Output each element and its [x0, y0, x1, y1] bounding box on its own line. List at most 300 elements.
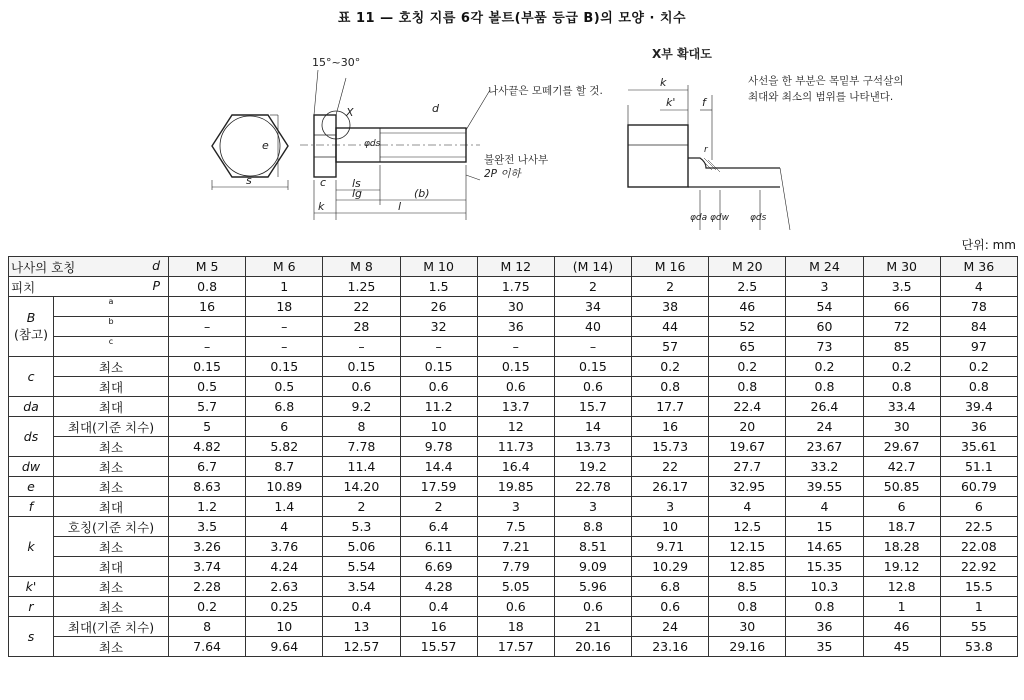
table-row: [9, 557, 1018, 577]
value-cell: 0.8: [709, 377, 786, 397]
value-cell: 36: [940, 417, 1017, 437]
value-cell: 7.5: [477, 517, 554, 537]
value-cell: 30: [477, 297, 554, 317]
value-cell: 12.85: [709, 557, 786, 577]
value-cell: 22.08: [940, 537, 1017, 557]
value-cell: 97: [940, 337, 1017, 357]
value-cell: 0.15: [246, 357, 323, 377]
value-cell: 14.20: [323, 477, 400, 497]
label-l: l: [398, 200, 402, 213]
row-label: 최소: [54, 597, 169, 617]
b-row: [9, 337, 1018, 357]
row-label: 최대: [54, 557, 169, 577]
value-cell: 44: [632, 317, 709, 337]
table-row: [9, 577, 1018, 597]
value-cell: 0.2: [786, 357, 863, 377]
table-row: [9, 637, 1018, 657]
row-label: 최대: [54, 497, 169, 517]
value-cell: –: [246, 337, 323, 357]
value-cell: 2.5: [709, 277, 786, 297]
value-cell: 30: [863, 417, 940, 437]
header-row: [9, 257, 1018, 277]
label-x: X: [346, 106, 354, 119]
value-cell: 12.8: [863, 577, 940, 597]
unit-label: 단위: mm: [961, 238, 1016, 252]
row-label: 최대(기준 치수): [54, 617, 169, 637]
b-symbol: B: [26, 310, 36, 325]
label-f-detail: f: [702, 96, 706, 109]
value-cell: 8.63: [169, 477, 246, 497]
value-cell: 22.5: [940, 517, 1017, 537]
value-cell: 14.4: [400, 457, 477, 477]
value-cell: 8.5: [709, 577, 786, 597]
value-cell: 6.4: [400, 517, 477, 537]
value-cell: 5.05: [477, 577, 554, 597]
value-cell: 32.95: [709, 477, 786, 497]
size-cell: M 16: [632, 257, 709, 277]
value-cell: 10: [632, 517, 709, 537]
row-label: 최소: [54, 637, 169, 657]
value-cell: 10: [246, 617, 323, 637]
dimension-symbol: r: [9, 597, 54, 617]
row-label: 최소: [54, 577, 169, 597]
value-cell: 14.65: [786, 537, 863, 557]
value-cell: 0.6: [477, 597, 554, 617]
value-cell: 22.78: [554, 477, 631, 497]
size-cell: M 24: [786, 257, 863, 277]
label-angle: 15°~30°: [312, 56, 361, 69]
value-cell: 9.71: [632, 537, 709, 557]
note-detail-1: 사선을 한 부분은 목밑부 구석살의: [748, 75, 904, 87]
value-cell: 9.2: [323, 397, 400, 417]
value-cell: 0.2: [863, 357, 940, 377]
value-cell: 26.4: [786, 397, 863, 417]
label-k-detail: k: [660, 76, 667, 89]
value-cell: 0.8: [169, 277, 246, 297]
value-cell: 60.79: [940, 477, 1017, 497]
value-cell: 1.75: [477, 277, 554, 297]
value-cell: 1.2: [169, 497, 246, 517]
value-cell: 10.29: [632, 557, 709, 577]
value-cell: 0.4: [323, 597, 400, 617]
label-b: (b): [414, 187, 430, 200]
value-cell: 46: [709, 297, 786, 317]
size-cell: M 20: [709, 257, 786, 277]
value-cell: 9.09: [554, 557, 631, 577]
value-cell: 24: [632, 617, 709, 637]
table-row: [9, 497, 1018, 517]
value-cell: 12.5: [709, 517, 786, 537]
value-cell: 1.25: [323, 277, 400, 297]
value-cell: 12.15: [709, 537, 786, 557]
table-row: [9, 597, 1018, 617]
value-cell: 84: [940, 317, 1017, 337]
value-cell: 20: [709, 417, 786, 437]
value-cell: 39.55: [786, 477, 863, 497]
value-cell: 0.6: [632, 597, 709, 617]
bolt-head: [314, 115, 336, 177]
value-cell: 15.57: [400, 637, 477, 657]
value-cell: 53.8: [940, 637, 1017, 657]
value-cell: 0.8: [786, 377, 863, 397]
value-cell: 54: [786, 297, 863, 317]
value-cell: 24: [786, 417, 863, 437]
value-cell: 6: [246, 417, 323, 437]
value-cell: 3: [632, 497, 709, 517]
value-cell: 60: [786, 317, 863, 337]
b-label: [9, 297, 54, 357]
value-cell: 0.8: [863, 377, 940, 397]
value-cell: 13.73: [554, 437, 631, 457]
value-cell: 13.7: [477, 397, 554, 417]
value-cell: 0.2: [169, 597, 246, 617]
pitch-symbol: P: [152, 277, 161, 293]
value-cell: 66: [863, 297, 940, 317]
value-cell: 27.7: [709, 457, 786, 477]
dimension-symbol: k: [9, 517, 54, 577]
value-cell: 9.64: [246, 637, 323, 657]
value-cell: 15: [786, 517, 863, 537]
value-cell: 50.85: [863, 477, 940, 497]
value-cell: 8.51: [554, 537, 631, 557]
value-cell: 0.2: [940, 357, 1017, 377]
value-cell: 0.6: [400, 377, 477, 397]
table-row: [9, 417, 1018, 437]
value-cell: 7.21: [477, 537, 554, 557]
value-cell: 65: [709, 337, 786, 357]
value-cell: 6: [863, 497, 940, 517]
value-cell: 35: [786, 637, 863, 657]
value-cell: 5.82: [246, 437, 323, 457]
value-cell: 11.2: [400, 397, 477, 417]
value-cell: 1.5: [400, 277, 477, 297]
value-cell: 0.8: [940, 377, 1017, 397]
value-cell: 6.69: [400, 557, 477, 577]
value-cell: 30: [709, 617, 786, 637]
value-cell: 6.11: [400, 537, 477, 557]
value-cell: 1: [246, 277, 323, 297]
value-cell: 23.67: [786, 437, 863, 457]
value-cell: –: [169, 317, 246, 337]
value-cell: 12.57: [323, 637, 400, 657]
value-cell: 0.15: [477, 357, 554, 377]
value-cell: 11.73: [477, 437, 554, 457]
value-cell: 0.6: [554, 377, 631, 397]
value-cell: 16: [400, 617, 477, 637]
value-cell: 15.7: [554, 397, 631, 417]
value-cell: 6.8: [246, 397, 323, 417]
value-cell: 12: [477, 417, 554, 437]
value-cell: 0.6: [554, 597, 631, 617]
value-cell: 7.79: [477, 557, 554, 577]
label-e: e: [262, 139, 269, 152]
value-cell: 0.2: [632, 357, 709, 377]
value-cell: 42.7: [863, 457, 940, 477]
value-cell: 9.78: [400, 437, 477, 457]
value-cell: 2: [400, 497, 477, 517]
value-cell: 0.6: [323, 377, 400, 397]
table-row: [9, 357, 1018, 377]
row-label: 최소: [54, 477, 169, 497]
value-cell: 18.28: [863, 537, 940, 557]
size-cell: M 6: [246, 257, 323, 277]
value-cell: 45: [863, 637, 940, 657]
value-cell: 5.7: [169, 397, 246, 417]
pitch-row: [9, 277, 1018, 297]
label-ds: φds: [364, 139, 381, 149]
value-cell: 18.7: [863, 517, 940, 537]
value-cell: 22: [632, 457, 709, 477]
value-cell: 0.15: [554, 357, 631, 377]
note-incomplete: 불완전 나사부: [484, 154, 549, 166]
spec-table: [8, 256, 1018, 657]
value-cell: 18: [477, 617, 554, 637]
b-row: [9, 317, 1018, 337]
value-cell: 3.26: [169, 537, 246, 557]
table-row: [9, 377, 1018, 397]
value-cell: 34: [554, 297, 631, 317]
value-cell: 10.3: [786, 577, 863, 597]
value-cell: 78: [940, 297, 1017, 317]
value-cell: 16.4: [477, 457, 554, 477]
value-cell: 7.64: [169, 637, 246, 657]
header-symbol: d: [152, 257, 161, 273]
value-cell: 0.2: [709, 357, 786, 377]
value-cell: 4: [940, 277, 1017, 297]
row-label: 최대(기준 치수): [54, 417, 169, 437]
note-detail-2: 최대와 최소의 범위를 나타낸다.: [748, 91, 894, 103]
label-dw-detail: φdw: [710, 213, 730, 223]
value-cell: 3.74: [169, 557, 246, 577]
value-cell: 2: [323, 497, 400, 517]
note-thread-end: 나사끝은 모떼기를 할 것.: [488, 85, 603, 97]
value-cell: 20.16: [554, 637, 631, 657]
dimension-symbol: dw: [9, 457, 54, 477]
dimension-symbol: f: [9, 497, 54, 517]
value-cell: 6.8: [632, 577, 709, 597]
value-cell: 3.5: [169, 517, 246, 537]
value-cell: 2.28: [169, 577, 246, 597]
value-cell: 0.15: [323, 357, 400, 377]
value-cell: 18: [246, 297, 323, 317]
note-incomplete-2: 2P 이하: [484, 168, 521, 180]
table-row: [9, 537, 1018, 557]
row-label: 최대: [54, 377, 169, 397]
value-cell: 8: [323, 417, 400, 437]
value-cell: 11.4: [323, 457, 400, 477]
value-cell: 5.3: [323, 517, 400, 537]
size-cell: (M 14): [554, 257, 631, 277]
table-row: [9, 517, 1018, 537]
label-c: c: [320, 176, 327, 189]
value-cell: 2.63: [246, 577, 323, 597]
header-label: 나사의 호칭 d: [9, 257, 169, 277]
value-cell: –: [323, 337, 400, 357]
value-cell: –: [246, 317, 323, 337]
row-label: 호칭(기준 치수): [54, 517, 169, 537]
value-cell: 7.78: [323, 437, 400, 457]
value-cell: 1: [863, 597, 940, 617]
value-cell: 6: [940, 497, 1017, 517]
value-cell: 0.8: [632, 377, 709, 397]
value-cell: 14: [554, 417, 631, 437]
value-cell: 0.15: [400, 357, 477, 377]
label-ls: ls: [352, 177, 361, 190]
value-cell: 4: [786, 497, 863, 517]
value-cell: –: [169, 337, 246, 357]
value-cell: 22.4: [709, 397, 786, 417]
value-cell: 3.54: [323, 577, 400, 597]
b-note: (참고): [14, 327, 48, 342]
value-cell: 13: [323, 617, 400, 637]
value-cell: 32: [400, 317, 477, 337]
value-cell: 10: [400, 417, 477, 437]
value-cell: 57: [632, 337, 709, 357]
pitch-label: 피치 P: [9, 277, 169, 297]
value-cell: 33.2: [786, 457, 863, 477]
size-cell: M 12: [477, 257, 554, 277]
value-cell: 8.8: [554, 517, 631, 537]
value-cell: 19.2: [554, 457, 631, 477]
value-cell: 0.5: [169, 377, 246, 397]
table-row: [9, 617, 1018, 637]
label-ds-detail: φds: [750, 213, 767, 223]
value-cell: 3.76: [246, 537, 323, 557]
size-cell: M 30: [863, 257, 940, 277]
value-cell: 39.4: [940, 397, 1017, 417]
table-row: [9, 457, 1018, 477]
value-cell: 36: [786, 617, 863, 637]
value-cell: 4.24: [246, 557, 323, 577]
table-row: [9, 477, 1018, 497]
value-cell: 5.96: [554, 577, 631, 597]
value-cell: 17.57: [477, 637, 554, 657]
value-cell: 15.5: [940, 577, 1017, 597]
value-cell: 28: [323, 317, 400, 337]
value-cell: 21: [554, 617, 631, 637]
value-cell: 29.67: [863, 437, 940, 457]
value-cell: 3: [477, 497, 554, 517]
label-d: d: [432, 102, 439, 115]
value-cell: 4.28: [400, 577, 477, 597]
value-cell: 2: [632, 277, 709, 297]
label-r-detail: r: [704, 145, 708, 155]
value-cell: 19.12: [863, 557, 940, 577]
dimension-symbol: c: [9, 357, 54, 397]
value-cell: 8: [169, 617, 246, 637]
value-cell: 3: [786, 277, 863, 297]
value-cell: 0.15: [169, 357, 246, 377]
b-sub-label: c: [54, 337, 169, 357]
row-label: 최대: [54, 397, 169, 417]
table-row: [9, 437, 1018, 457]
value-cell: 16: [632, 417, 709, 437]
value-cell: 2: [554, 277, 631, 297]
size-cell: M 5: [169, 257, 246, 277]
b-sub-label: b: [54, 317, 169, 337]
label-da-detail: φda: [690, 213, 708, 223]
value-cell: 5: [169, 417, 246, 437]
value-cell: 0.6: [477, 377, 554, 397]
value-cell: 1: [940, 597, 1017, 617]
value-cell: 72: [863, 317, 940, 337]
label-k: k: [318, 200, 325, 213]
value-cell: 17.59: [400, 477, 477, 497]
value-cell: 33.4: [863, 397, 940, 417]
label-s: s: [246, 174, 252, 187]
dimension-symbol: k': [9, 577, 54, 597]
value-cell: 3: [554, 497, 631, 517]
dimension-symbol: ds: [9, 417, 54, 457]
page-title: 표 11 — 호칭 지름 6각 볼트(부품 등급 B)의 모양 · 치수: [337, 11, 687, 26]
value-cell: 26: [400, 297, 477, 317]
size-cell: M 8: [323, 257, 400, 277]
value-cell: 1.4: [246, 497, 323, 517]
value-cell: 15.73: [632, 437, 709, 457]
value-cell: 23.16: [632, 637, 709, 657]
value-cell: 22.92: [940, 557, 1017, 577]
value-cell: 19.67: [709, 437, 786, 457]
size-cell: M 36: [940, 257, 1017, 277]
size-cell: M 10: [400, 257, 477, 277]
value-cell: 52: [709, 317, 786, 337]
value-cell: 55: [940, 617, 1017, 637]
value-cell: 0.25: [246, 597, 323, 617]
value-cell: 15.35: [786, 557, 863, 577]
value-cell: 85: [863, 337, 940, 357]
row-label: 최소: [54, 357, 169, 377]
value-cell: 5.06: [323, 537, 400, 557]
value-cell: 6.7: [169, 457, 246, 477]
dimension-symbol: e: [9, 477, 54, 497]
row-label: 최소: [54, 537, 169, 557]
value-cell: 0.8: [709, 597, 786, 617]
b-sub-label: a: [54, 297, 169, 317]
value-cell: 0.5: [246, 377, 323, 397]
table-row: [9, 397, 1018, 417]
hex-end-view: [212, 115, 288, 177]
value-cell: 16: [169, 297, 246, 317]
value-cell: 4.82: [169, 437, 246, 457]
row-label: 최소: [54, 437, 169, 457]
label-k1-detail: k': [666, 96, 676, 109]
value-cell: 51.1: [940, 457, 1017, 477]
value-cell: 5.54: [323, 557, 400, 577]
value-cell: 73: [786, 337, 863, 357]
label-lg: lg: [352, 187, 363, 200]
value-cell: 29.16: [709, 637, 786, 657]
value-cell: 40: [554, 317, 631, 337]
value-cell: –: [554, 337, 631, 357]
value-cell: 0.8: [786, 597, 863, 617]
value-cell: 35.61: [940, 437, 1017, 457]
value-cell: 36: [477, 317, 554, 337]
value-cell: 19.85: [477, 477, 554, 497]
value-cell: 26.17: [632, 477, 709, 497]
value-cell: 4: [709, 497, 786, 517]
detail-title: X부 확대도: [652, 47, 712, 61]
dimension-symbol: da: [9, 397, 54, 417]
bolt-drawing: [0, 30, 1024, 235]
detail-head: [628, 125, 688, 187]
value-cell: 38: [632, 297, 709, 317]
value-cell: 10.89: [246, 477, 323, 497]
value-cell: –: [400, 337, 477, 357]
value-cell: 8.7: [246, 457, 323, 477]
value-cell: –: [477, 337, 554, 357]
dimension-symbol: s: [9, 617, 54, 657]
value-cell: 0.4: [400, 597, 477, 617]
